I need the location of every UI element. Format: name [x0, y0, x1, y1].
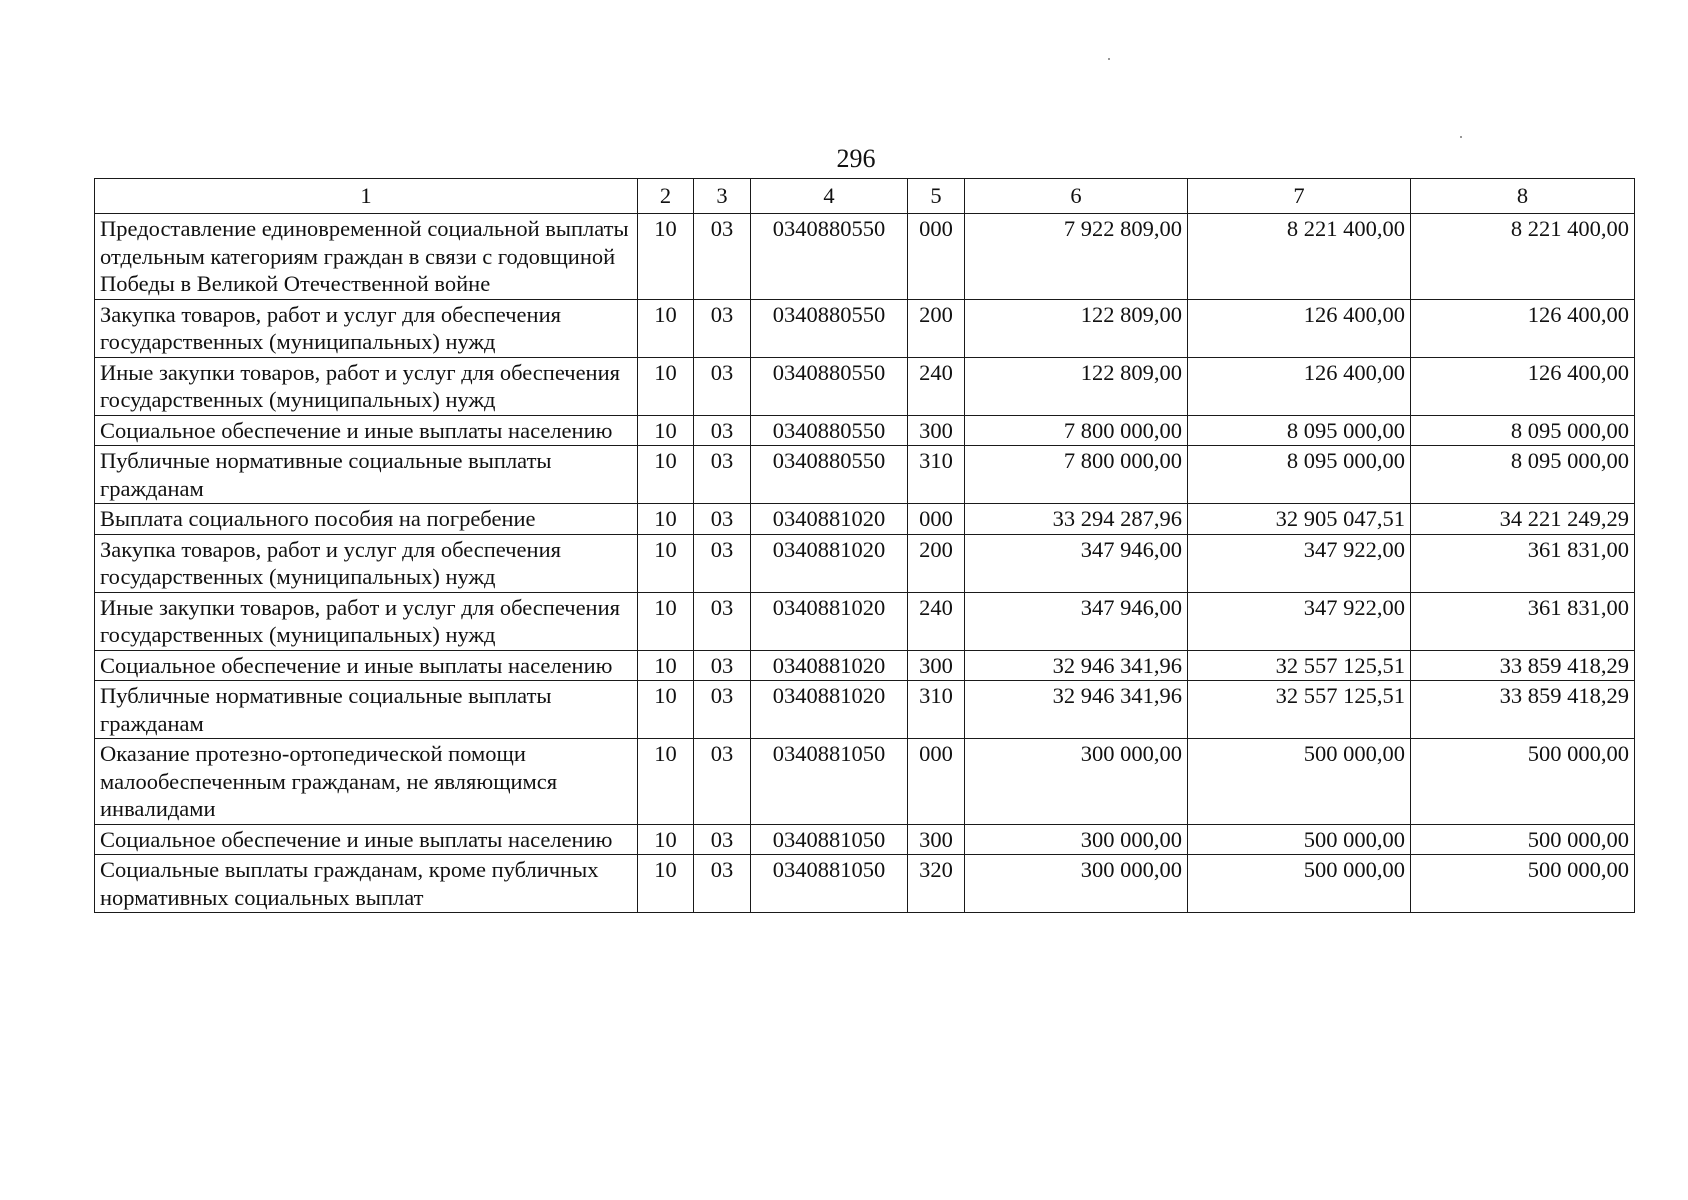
- column-header-7: 7: [1188, 179, 1411, 214]
- amount-col-8: 33 859 418,29: [1411, 650, 1635, 681]
- expense-name: Предоставление единовременной социальной выплаты отдельным категориям граждан в связи с годовщиной Победы в Великой Отечественной войне: [95, 214, 638, 300]
- column-header-3: 3: [694, 179, 751, 214]
- target-article-code: 0340880550: [751, 415, 908, 446]
- amount-col-8: 500 000,00: [1411, 824, 1635, 855]
- section-code: 10: [638, 214, 694, 300]
- expense-name: Социальное обеспечение и иные выплаты населению: [95, 415, 638, 446]
- amount-col-8: 34 221 249,29: [1411, 504, 1635, 535]
- subsection-code: 03: [694, 855, 751, 913]
- page-number: 296: [836, 144, 876, 173]
- amount-col-7: 347 922,00: [1188, 592, 1411, 650]
- target-article-code: 0340881020: [751, 681, 908, 739]
- amount-col-6: 347 946,00: [965, 534, 1188, 592]
- section-code: 10: [638, 739, 694, 825]
- target-article-code: 0340881050: [751, 739, 908, 825]
- target-article-code: 0340881020: [751, 534, 908, 592]
- subsection-code: 03: [694, 504, 751, 535]
- amount-col-6: 33 294 287,96: [965, 504, 1188, 535]
- subsection-code: 03: [694, 534, 751, 592]
- column-header-8: 8: [1411, 179, 1635, 214]
- target-article-code: 0340880550: [751, 446, 908, 504]
- amount-col-8: 126 400,00: [1411, 299, 1635, 357]
- column-header-1: 1: [95, 179, 638, 214]
- amount-col-6: 300 000,00: [965, 739, 1188, 825]
- table-row: [95, 357, 1635, 415]
- expense-type-code: 000: [908, 739, 965, 825]
- subsection-code: 03: [694, 592, 751, 650]
- section-code: 10: [638, 592, 694, 650]
- table-row: [95, 415, 1635, 446]
- table-row: [95, 855, 1635, 913]
- table-row: [95, 739, 1635, 825]
- expense-type-code: 000: [908, 504, 965, 535]
- amount-col-6: 122 809,00: [965, 357, 1188, 415]
- target-article-code: 0340881020: [751, 592, 908, 650]
- expense-type-code: 320: [908, 855, 965, 913]
- expense-type-code: 200: [908, 299, 965, 357]
- amount-col-6: 300 000,00: [965, 824, 1188, 855]
- table-row: [95, 504, 1635, 535]
- expense-name: Выплата социального пособия на погребение: [95, 504, 638, 535]
- table-body: [95, 214, 1635, 913]
- amount-col-7: 8 095 000,00: [1188, 446, 1411, 504]
- amount-col-7: 32 557 125,51: [1188, 681, 1411, 739]
- expense-type-code: 310: [908, 681, 965, 739]
- section-code: 10: [638, 681, 694, 739]
- table-row: [95, 592, 1635, 650]
- expense-type-code: 300: [908, 650, 965, 681]
- amount-col-6: 32 946 341,96: [965, 681, 1188, 739]
- amount-col-8: 8 095 000,00: [1411, 446, 1635, 504]
- expense-name: Социальные выплаты гражданам, кроме публичных нормативных социальных выплат: [95, 855, 638, 913]
- subsection-code: 03: [694, 681, 751, 739]
- expense-type-code: 240: [908, 357, 965, 415]
- section-code: 10: [638, 534, 694, 592]
- amount-col-6: 7 922 809,00: [965, 214, 1188, 300]
- amount-col-7: 500 000,00: [1188, 855, 1411, 913]
- table-row: [95, 214, 1635, 300]
- target-article-code: 0340880550: [751, 357, 908, 415]
- amount-col-6: 300 000,00: [965, 855, 1188, 913]
- target-article-code: 0340881020: [751, 504, 908, 535]
- scan-speck: [1460, 136, 1462, 138]
- subsection-code: 03: [694, 214, 751, 300]
- target-article-code: 0340881020: [751, 650, 908, 681]
- amount-col-6: 7 800 000,00: [965, 446, 1188, 504]
- table-row: [95, 681, 1635, 739]
- target-article-code: 0340880550: [751, 214, 908, 300]
- amount-col-7: 347 922,00: [1188, 534, 1411, 592]
- table-row: [95, 824, 1635, 855]
- section-code: 10: [638, 357, 694, 415]
- amount-col-8: 126 400,00: [1411, 357, 1635, 415]
- amount-col-8: 33 859 418,29: [1411, 681, 1635, 739]
- amount-col-6: 347 946,00: [965, 592, 1188, 650]
- header-row: [95, 179, 1635, 214]
- amount-col-7: 32 557 125,51: [1188, 650, 1411, 681]
- amount-col-8: 500 000,00: [1411, 855, 1635, 913]
- amount-col-7: 500 000,00: [1188, 739, 1411, 825]
- amount-col-7: 32 905 047,51: [1188, 504, 1411, 535]
- target-article-code: 0340881050: [751, 855, 908, 913]
- expense-name: Иные закупки товаров, работ и услуг для обеспечения государственных (муниципальных) нужд: [95, 357, 638, 415]
- amount-col-8: 361 831,00: [1411, 534, 1635, 592]
- section-code: 10: [638, 855, 694, 913]
- section-code: 10: [638, 824, 694, 855]
- amount-col-7: 8 095 000,00: [1188, 415, 1411, 446]
- scan-speck: [1108, 58, 1110, 60]
- section-code: 10: [638, 446, 694, 504]
- amount-col-8: 500 000,00: [1411, 739, 1635, 825]
- amount-col-6: 32 946 341,96: [965, 650, 1188, 681]
- amount-col-8: 8 095 000,00: [1411, 415, 1635, 446]
- expense-name: Социальное обеспечение и иные выплаты населению: [95, 824, 638, 855]
- target-article-code: 0340881050: [751, 824, 908, 855]
- column-header-6: 6: [965, 179, 1188, 214]
- section-code: 10: [638, 299, 694, 357]
- table-row: [95, 299, 1635, 357]
- expense-type-code: 000: [908, 214, 965, 300]
- expense-type-code: 310: [908, 446, 965, 504]
- subsection-code: 03: [694, 824, 751, 855]
- section-code: 10: [638, 415, 694, 446]
- table-row: [95, 650, 1635, 681]
- expense-name: Социальное обеспечение и иные выплаты населению: [95, 650, 638, 681]
- amount-col-6: 7 800 000,00: [965, 415, 1188, 446]
- column-header-5: 5: [908, 179, 965, 214]
- section-code: 10: [638, 650, 694, 681]
- table-row: [95, 446, 1635, 504]
- table-row: [95, 534, 1635, 592]
- expense-name: Закупка товаров, работ и услуг для обеспечения государственных (муниципальных) нужд: [95, 299, 638, 357]
- expense-type-code: 300: [908, 415, 965, 446]
- expense-name: Оказание протезно-ортопедической помощи малообеспеченным гражданам, не являющимся инвалидами: [95, 739, 638, 825]
- expense-name: Иные закупки товаров, работ и услуг для обеспечения государственных (муниципальных) нужд: [95, 592, 638, 650]
- subsection-code: 03: [694, 357, 751, 415]
- subsection-code: 03: [694, 650, 751, 681]
- column-header-2: 2: [638, 179, 694, 214]
- expense-type-code: 240: [908, 592, 965, 650]
- section-code: 10: [638, 504, 694, 535]
- subsection-code: 03: [694, 739, 751, 825]
- column-header-4: 4: [751, 179, 908, 214]
- expense-type-code: 200: [908, 534, 965, 592]
- expense-type-code: 300: [908, 824, 965, 855]
- target-article-code: 0340880550: [751, 299, 908, 357]
- subsection-code: 03: [694, 415, 751, 446]
- amount-col-7: 500 000,00: [1188, 824, 1411, 855]
- expense-name: Публичные нормативные социальные выплаты гражданам: [95, 681, 638, 739]
- amount-col-8: 361 831,00: [1411, 592, 1635, 650]
- amount-col-7: 126 400,00: [1188, 299, 1411, 357]
- expense-name: Публичные нормативные социальные выплаты гражданам: [95, 446, 638, 504]
- expense-name: Закупка товаров, работ и услуг для обеспечения государственных (муниципальных) нужд: [95, 534, 638, 592]
- amount-col-7: 8 221 400,00: [1188, 214, 1411, 300]
- subsection-code: 03: [694, 299, 751, 357]
- subsection-code: 03: [694, 446, 751, 504]
- amount-col-7: 126 400,00: [1188, 357, 1411, 415]
- amount-col-8: 8 221 400,00: [1411, 214, 1635, 300]
- budget-table: [94, 178, 1635, 913]
- amount-col-6: 122 809,00: [965, 299, 1188, 357]
